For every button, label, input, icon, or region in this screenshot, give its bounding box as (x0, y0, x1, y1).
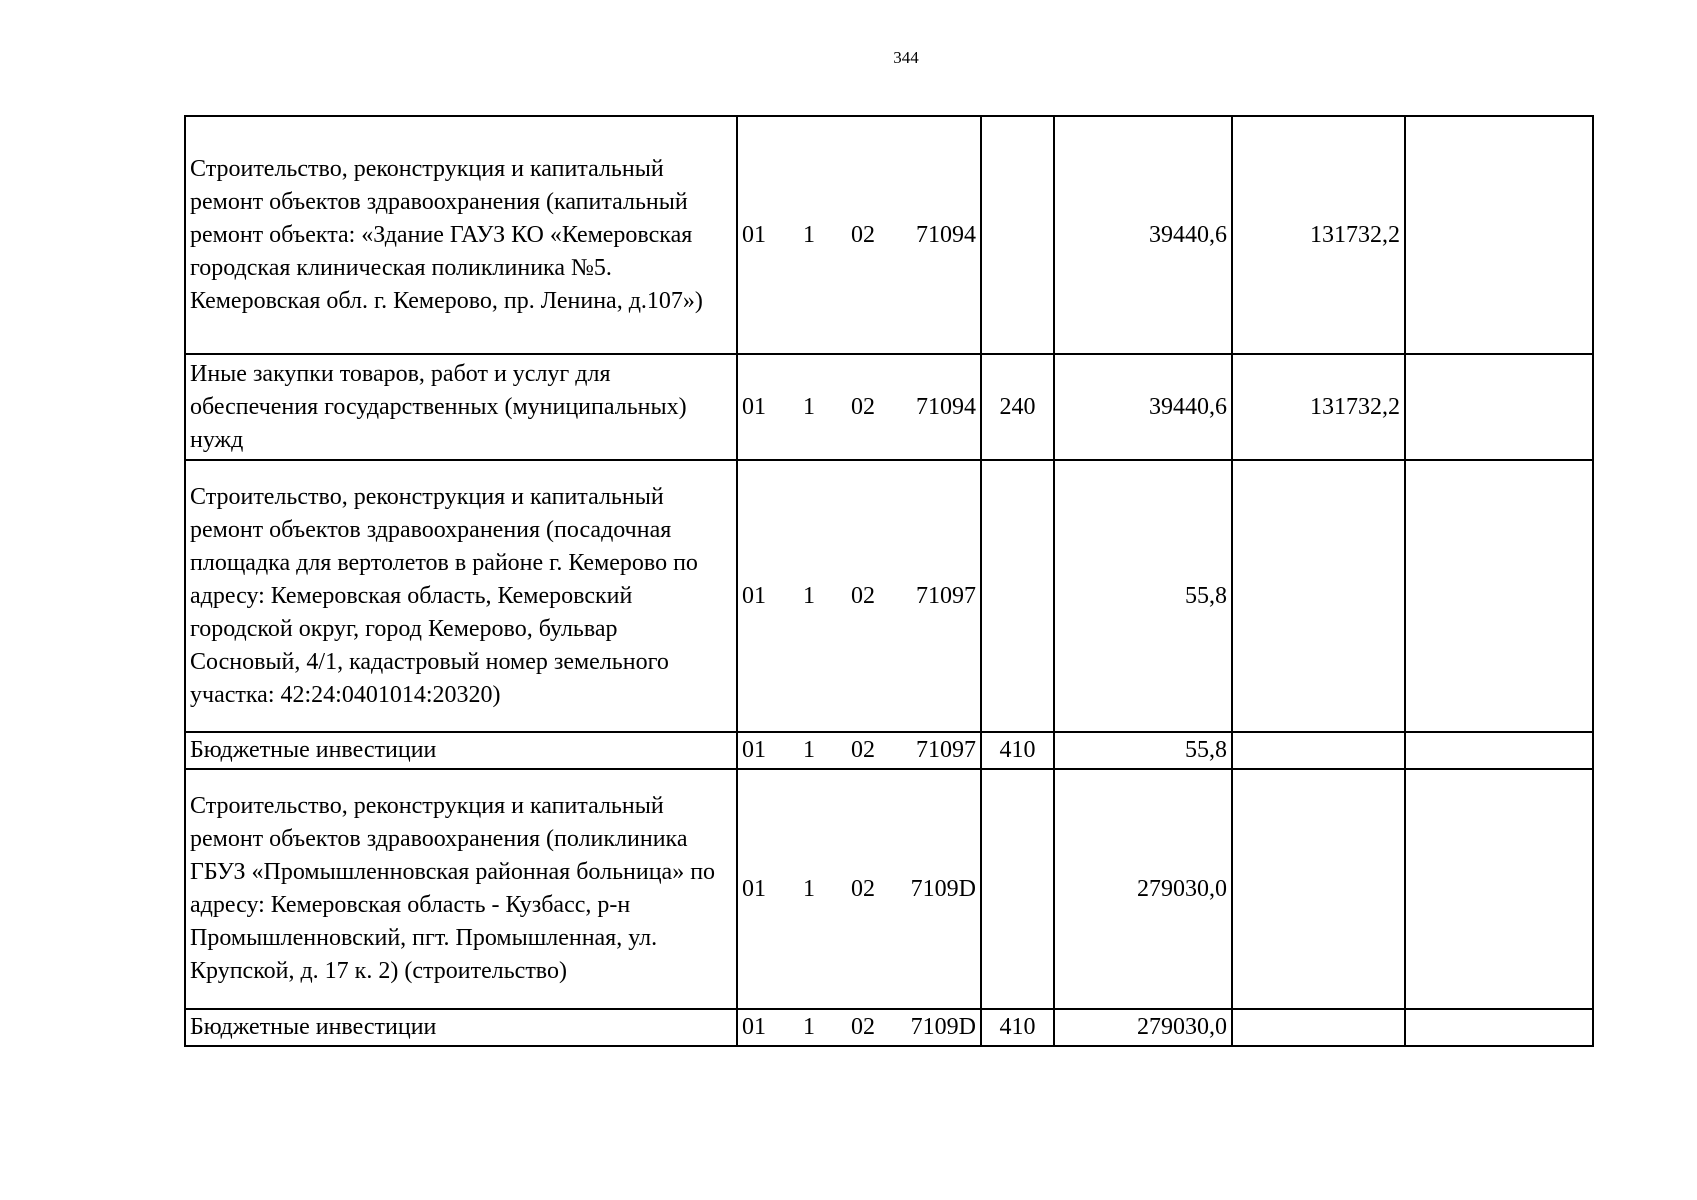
amount-1: 279030,0 (1054, 1009, 1232, 1046)
code-program: 01 (742, 875, 766, 902)
code-direction: 7109D (910, 1014, 976, 1040)
code-event: 02 (851, 875, 875, 902)
amount-1: 55,8 (1054, 460, 1232, 732)
amount-1: 39440,6 (1054, 354, 1232, 460)
expense-type-code (981, 769, 1054, 1009)
target-article-code (737, 1009, 981, 1046)
code-program: 01 (742, 393, 766, 420)
code-subprogram: 1 (803, 737, 815, 763)
table-row (185, 769, 1593, 1009)
code-program: 01 (742, 221, 766, 248)
code-direction: 71097 (916, 582, 976, 609)
code-program: 01 (742, 737, 766, 763)
table-row (185, 1009, 1593, 1046)
amount-2 (1232, 769, 1405, 1009)
expense-type-code: 410 (981, 732, 1054, 769)
row-description: Бюджетные инвестиции (185, 732, 737, 769)
code-subprogram: 1 (803, 582, 815, 609)
expense-type-code: 240 (981, 354, 1054, 460)
table-row (185, 116, 1593, 354)
code-subprogram: 1 (803, 221, 815, 248)
table-row (185, 460, 1593, 732)
code-direction: 71094 (916, 393, 976, 420)
amount-2 (1232, 732, 1405, 769)
target-article-code (737, 354, 981, 460)
target-article-code (737, 460, 981, 732)
code-event: 02 (851, 737, 875, 763)
table-row (185, 354, 1593, 460)
amount-1: 55,8 (1054, 732, 1232, 769)
row-description: Строительство, реконструкция и капитальный ремонт объектов здравоохранения (поликлиника ГБУЗ «Промышленновская районная больница» по адресу: Кемеровская область - Кузбасс, р-н Промышленновский, пгт. Промышленная, ул. Крупской, д. 17 к. 2) (строительство) (185, 769, 737, 1009)
amount-3 (1405, 354, 1593, 460)
code-event: 02 (851, 393, 875, 420)
row-description: Бюджетные инвестиции (185, 1009, 737, 1046)
page-number: 344 (893, 48, 919, 67)
code-event: 02 (851, 1014, 875, 1040)
code-direction: 71094 (916, 221, 976, 248)
amount-3 (1405, 116, 1593, 354)
amount-3 (1405, 1009, 1593, 1046)
row-description: Строительство, реконструкция и капитальный ремонт объектов здравоохранения (посадочная площадка для вертолетов в районе г. Кемерово по адресу: Кемеровская область, Кемеровский городской округ, город Кемерово, бульвар Сосновый, 4/1, кадастровый номер земельного участка: 42:24:0401014:20320) (185, 460, 737, 732)
target-article-code (737, 732, 981, 769)
code-subprogram: 1 (803, 875, 815, 902)
expense-type-code (981, 460, 1054, 732)
target-article-code (737, 769, 981, 1009)
budget-table (184, 115, 1594, 1047)
amount-2: 131732,2 (1232, 116, 1405, 354)
amount-1: 279030,0 (1054, 769, 1232, 1009)
amount-1: 39440,6 (1054, 116, 1232, 354)
code-direction: 7109D (910, 875, 976, 902)
table-row (185, 732, 1593, 769)
code-program: 01 (742, 1014, 766, 1040)
row-description: Строительство, реконструкция и капитальный ремонт объектов здравоохранения (капитальный ремонт объекта: «Здание ГАУЗ КО «Кемеровская городская клиническая поликлиника №5. Кемеровская обл. г. Кемерово, пр. Ленина, д.107») (185, 116, 737, 354)
amount-2: 131732,2 (1232, 354, 1405, 460)
expense-type-code (981, 116, 1054, 354)
code-direction: 71097 (916, 737, 976, 763)
amount-3 (1405, 732, 1593, 769)
row-description: Иные закупки товаров, работ и услуг для обеспечения государственных (муниципальных) нужд (185, 354, 737, 460)
amount-3 (1405, 769, 1593, 1009)
amount-2 (1232, 460, 1405, 732)
code-program: 01 (742, 582, 766, 609)
amount-2 (1232, 1009, 1405, 1046)
amount-3 (1405, 460, 1593, 732)
code-event: 02 (851, 221, 875, 248)
code-subprogram: 1 (803, 1014, 815, 1040)
target-article-code (737, 116, 981, 354)
code-event: 02 (851, 582, 875, 609)
code-subprogram: 1 (803, 393, 815, 420)
expense-type-code: 410 (981, 1009, 1054, 1046)
